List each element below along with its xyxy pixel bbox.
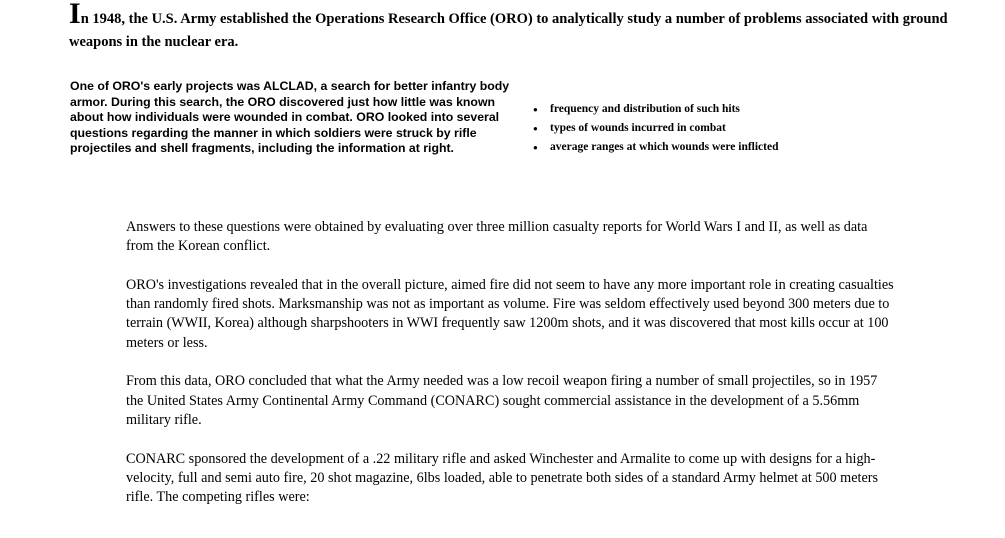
intro-text: n 1948, the U.S. Army established the Operations Research Office (ORO) to analytically study a number of problems associated with ground weapons in the nuclear era. [69,11,948,50]
answers-paragraph: Answers to these questions were obtained by evaluating over three million casualty reports for World Wars I and II, as well as data from the Korean conflict. [126,219,868,255]
investigations-paragraph: ORO's investigations revealed that in the overall picture, aimed fire did not seem to have any more important role in creating casualties than randomly fired shots. Marksmanship was not as important as volume. Fire was seldom effectively used beyond 300 meters due to terrain (WWII, Korea) although sharpshooters in WWI frequently saw 1200m shots, and it was discovered that most kills occur at 100 meters or less. [126,276,894,351]
list-item: ● frequency and distribution of such hits [533,100,779,119]
body-text [126,218,896,527]
conclusion-paragraph: From this data, ORO concluded that what the Army needed was a low recoil weapon firing a number of small projectiles, so in 1957 the United States Army Continental Army Command (CONARC) sought commercial assistance in the development of a 5.56mm military rifle. [126,373,878,428]
intro-paragraph [69,2,969,54]
list-item: ● average ranges at which wounds were inflicted [533,138,779,157]
drop-cap: I [69,0,81,30]
list-item: ● types of wounds incurred in combat [533,119,779,138]
questions-list [533,100,779,157]
alclad-paragraph: One of ORO's early projects was ALCLAD, a search for better infantry body armor. During this search, the ORO discovered just how little was known about how individuals were wounded in combat. ORO looked into several questions regarding the manner in which soldiers were struck by rifle projectiles and shell fragments, including the information at right. [70,79,510,155]
conarc-paragraph: CONARC sponsored the development of a .22 military rifle and asked Winchester and Armalite to come up with designs for a high-velocity, full and semi auto fire, 20 shot magazine, 6lbs loaded, able to penetrate both sides of a standard Army helmet at 500 meters rifle. The competing rifles were: [126,450,878,506]
